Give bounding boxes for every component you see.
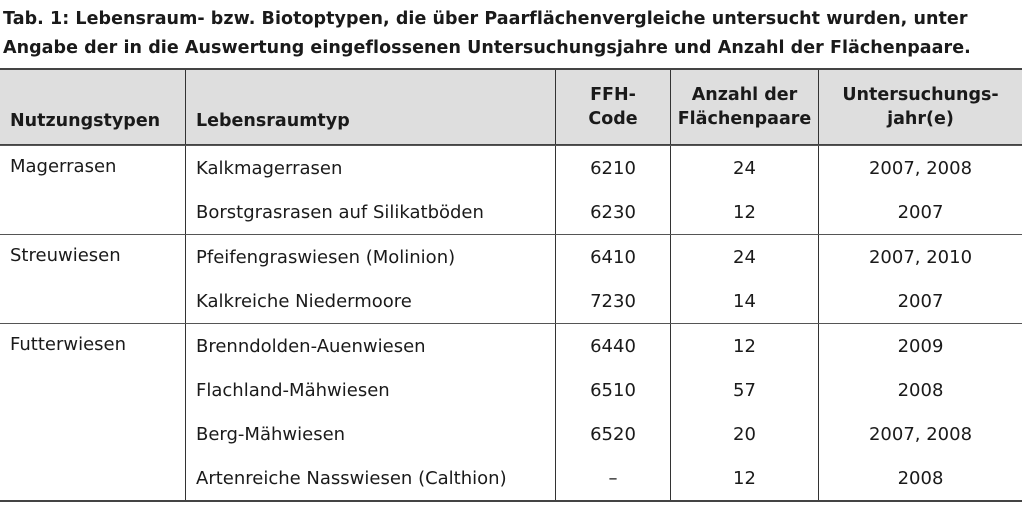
- group-type-label: Streuwiesen: [0, 235, 186, 323]
- code-cell: 6230: [556, 190, 671, 234]
- table-row: [186, 146, 1022, 190]
- group-type-label: Magerrasen: [0, 146, 186, 234]
- group-streuwiesen: [0, 234, 1022, 323]
- years-cell: 2007, 2010: [868, 246, 973, 268]
- pairs-cell: 20: [671, 412, 819, 456]
- habitat-cell: Kalkreiche Niedermoore: [186, 279, 556, 323]
- header-jahre-line-1: Untersuchungs-: [842, 85, 999, 105]
- years-cell: 2007: [897, 290, 944, 312]
- habitat-cell: Berg-Mähwiesen: [186, 412, 556, 456]
- header-anzahl-line-2: Flächenpaare: [677, 109, 812, 129]
- header-jahre-line-2: jahr(e): [887, 109, 954, 129]
- pairs-cell: 12: [671, 324, 819, 368]
- header-ffh-code-line-2: Code: [588, 109, 638, 129]
- header-nutzungstypen: Nutzungstypen: [0, 70, 186, 144]
- table-row: [186, 190, 1022, 234]
- pairs-cell: 24: [671, 146, 819, 190]
- code-cell: 6440: [556, 324, 671, 368]
- header-ffh-code-line-1: FFH-: [590, 85, 636, 105]
- habitat-cell: Kalkmagerrasen: [186, 146, 556, 190]
- code-cell: 6510: [556, 368, 671, 412]
- code-cell: –: [556, 456, 671, 500]
- years-cell: 2009: [897, 335, 944, 357]
- table-row: [186, 456, 1022, 500]
- pairs-cell: 14: [671, 279, 819, 323]
- code-cell: 6410: [556, 235, 671, 279]
- code-cell: 6520: [556, 412, 671, 456]
- caption-line-1: Tab. 1: Lebensraum- bzw. Biotoptypen, die über Paarflächenvergleiche untersucht wurden, unter: [3, 9, 968, 29]
- table-caption: [3, 5, 1018, 63]
- header-anzahl-line-1: Anzahl der: [691, 85, 798, 105]
- habitat-cell: Flachland-Mähwiesen: [186, 368, 556, 412]
- years-cell: 2007, 2008: [868, 423, 973, 445]
- table-row: [186, 235, 1022, 279]
- pairs-cell: 12: [671, 190, 819, 234]
- code-cell: 6210: [556, 146, 671, 190]
- header-lebensraumtyp: Lebensraumtyp: [186, 70, 556, 144]
- habitat-table: [0, 68, 1022, 502]
- table-row: [186, 368, 1022, 412]
- code-cell: 7230: [556, 279, 671, 323]
- habitat-cell: Borstgrasrasen auf Silikatböden: [186, 190, 556, 234]
- pairs-cell: 12: [671, 456, 819, 500]
- group-futterwiesen: [0, 323, 1022, 500]
- habitat-cell: Pfeifengraswiesen (Molinion): [186, 235, 556, 279]
- caption-line-2: Angabe der in die Auswertung eingeflossenen Untersuchungsjahre und Anzahl der Flächenpaare.: [3, 38, 971, 58]
- years-cell: 2007, 2008: [868, 157, 973, 179]
- table-row: [186, 412, 1022, 456]
- years-cell: 2008: [897, 467, 944, 489]
- group-magerrasen: [0, 145, 1022, 234]
- table-row: [186, 324, 1022, 368]
- header-ffh-code: [556, 70, 671, 144]
- pairs-cell: 57: [671, 368, 819, 412]
- table-row: [186, 279, 1022, 323]
- header-untersuchungsjahre: [819, 70, 1022, 144]
- habitat-cell: Brenndolden-Auenwiesen: [186, 324, 556, 368]
- table-header-row: [0, 70, 1022, 145]
- pairs-cell: 24: [671, 235, 819, 279]
- years-cell: 2007: [897, 201, 944, 223]
- habitat-cell: Artenreiche Nasswiesen (Calthion): [186, 456, 556, 500]
- header-anzahl-flaechenpaare: [671, 70, 819, 144]
- group-type-label: Futterwiesen: [0, 324, 186, 500]
- years-cell: 2008: [897, 379, 944, 401]
